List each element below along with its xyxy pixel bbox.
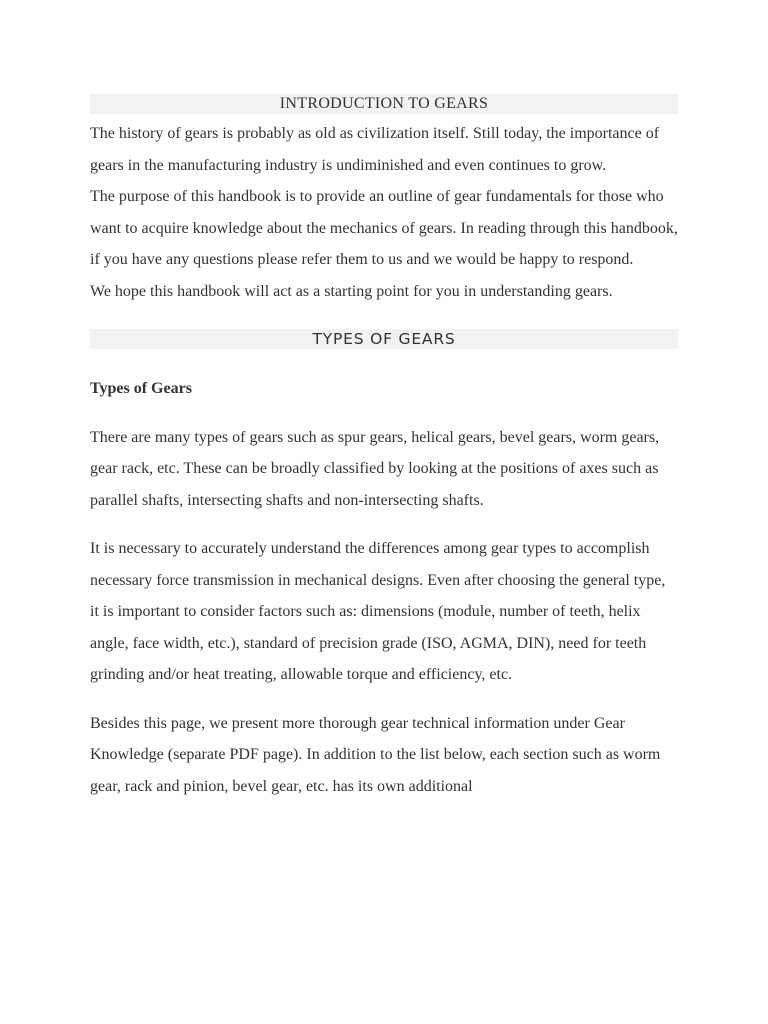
intro-paragraph-2: The purpose of this handbook is to provide an outline of gear fundamentals for those who want to acquire knowledge about the mechanics of gears. In reading through this handbook, if you have any questions please refer them to us and we would be happy to respond.: [90, 188, 678, 268]
types-paragraph-1: There are many types of gears such as spur gears, helical gears, bevel gears, worm gears, gear rack, etc. These can be broadly classified by looking at the positions of axes such as parallel shafts, intersecting shafts and non-intersecting shafts.: [90, 428, 660, 509]
intro-paragraph-1: The history of gears is probably as old as civilization itself. Still today, the importance of gears in the manufacturing industry is undiminished and even continues to grow.: [90, 125, 660, 174]
section-heading-introduction: INTRODUCTION TO GEARS: [90, 94, 678, 114]
section-heading-types-of-gears: TYPES OF GEARS: [90, 329, 678, 349]
subheading-types-of-gears: Types of Gears: [90, 380, 192, 397]
types-paragraph-3: Besides this page, we present more thorough gear technical information under Gear Knowledge (separate PDF page). In addition to the list below, each section such as worm gear, rack and pinion, bevel gear, etc. has its own additional: [90, 714, 661, 795]
types-paragraph-2: It is necessary to accurately understand the differences among gear types to accomplish necessary force transmission in mechanical designs. Even after choosing the general type, it is important to consider factors such as: dimensions (module, number of teeth, helix angle, face width, etc.), standard of precision grade (ISO, AGMA, DIN), need for teeth grinding and/or heat treating, allowable torque and efficiency, etc.: [90, 540, 666, 683]
intro-paragraph-3: We hope this handbook will act as a starting point for you in understanding gears.: [90, 282, 613, 300]
document-page: [90, 94, 678, 802]
